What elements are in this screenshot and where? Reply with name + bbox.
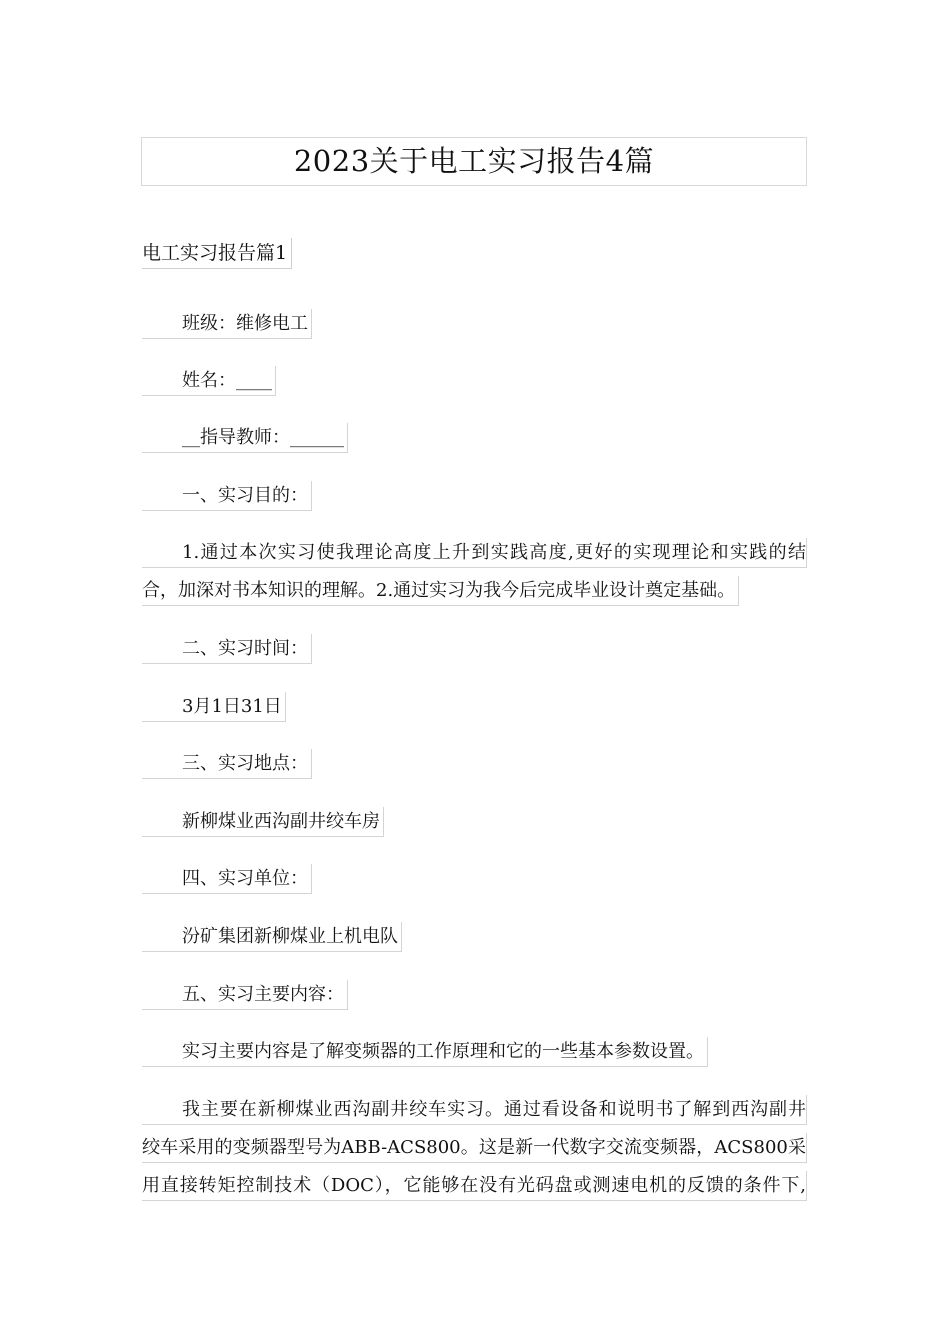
content-heading: 五、实习主要内容： (142, 980, 348, 1010)
time-value: 3月1日31日 (142, 692, 286, 722)
time-heading: 二、实习时间： (142, 634, 312, 664)
content-paragraph-2-line-1: 我主要在新柳煤业西沟副井绞车实习。通过看设备和说明书了解到西沟副井 (142, 1095, 807, 1125)
name-line: 姓名：____ (142, 366, 276, 396)
unit-value: 汾矿集团新柳煤业上机电队 (142, 922, 402, 952)
content-paragraph-1: 实习主要内容是了解变频器的工作原理和它的一些基本参数设置。 (142, 1037, 708, 1067)
purpose-paragraph-line-2: 合，加深对书本知识的理解。2.通过实习为我今后完成毕业设计奠定基础。 (142, 576, 739, 606)
section-heading: 电工实习报告篇1 (142, 238, 292, 269)
place-heading: 三、实习地点： (142, 749, 312, 779)
purpose-paragraph-line-1: 1.通过本次实习使我理论高度上升到实践高度,更好的实现理论和实践的结 (142, 538, 807, 568)
document-title: 2023关于电工实习报告4篇 (293, 144, 655, 178)
content-paragraph-2-line-2: 绞车采用的变频器型号为ABB-ACS800。这是新一代数字交流变频器，ACS800采 (142, 1133, 807, 1163)
unit-heading: 四、实习单位： (142, 864, 312, 894)
teacher-line: __指导教师：______ (142, 423, 348, 453)
class-line: 班级：维修电工 (142, 309, 312, 339)
content-paragraph-2-line-3: 用直接转矩控制技术（DOC），它能够在没有光码盘或测速电机的反馈的条件下, (142, 1171, 807, 1201)
place-value: 新柳煤业西沟副井绞车房 (142, 807, 384, 837)
purpose-heading: 一、实习目的： (142, 481, 312, 511)
document-title-box (141, 137, 807, 186)
